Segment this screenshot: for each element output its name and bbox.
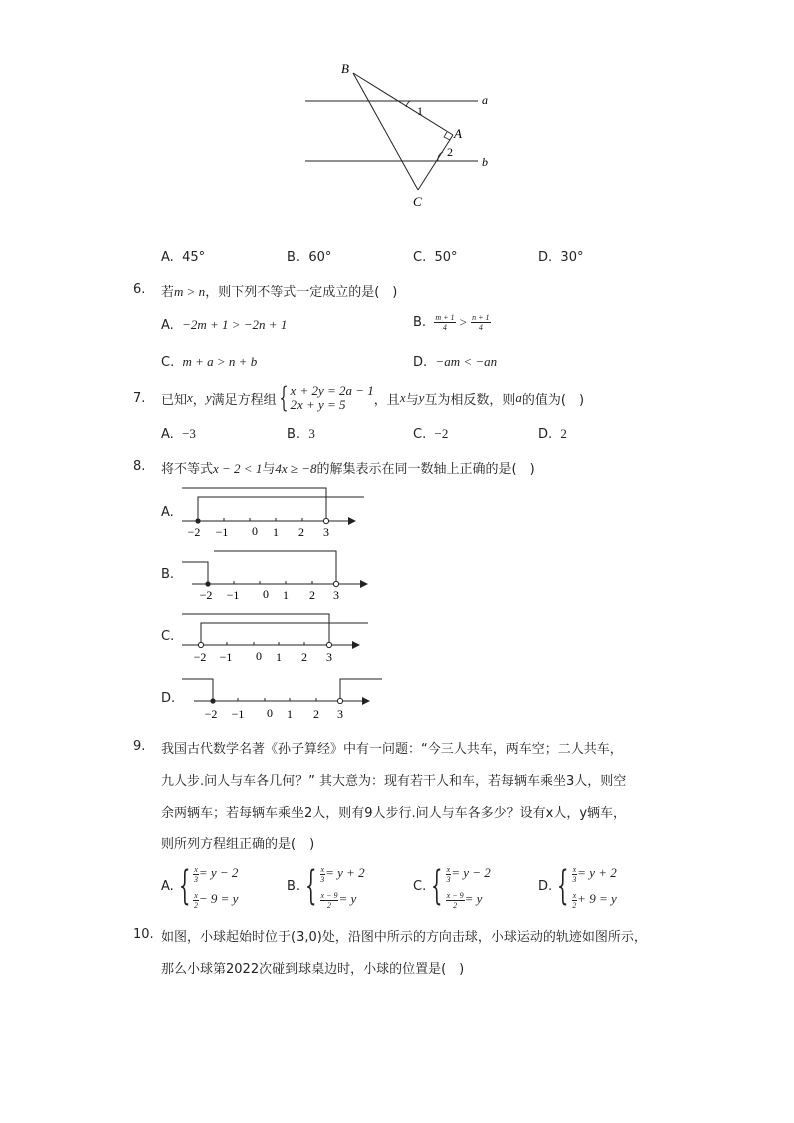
q10-stem-line-1: 如图，小球起始时位于(3,0)处，沿图中所示的方向击球，小球运动的轨迹如图所示， <box>161 930 647 945</box>
q8-option-b-letter[interactable]: B. <box>161 567 175 582</box>
option-letter: A. <box>161 318 174 333</box>
equation-1 <box>446 860 491 886</box>
option-letter: B. <box>287 427 301 442</box>
q9-stem-line-4: 则所列方程组正确的是( ) <box>161 837 315 852</box>
option-value: 45° <box>182 250 206 265</box>
option-letter: D. <box>538 427 553 442</box>
equation-rest: = y − 2 <box>451 865 491 880</box>
fraction-numerator: m + 1 <box>435 313 455 322</box>
greater-than-sign: > <box>459 314 467 330</box>
option-letter: C. <box>413 427 427 442</box>
option-letter: B. <box>413 315 427 330</box>
tick-label: −1 <box>226 588 240 602</box>
option-letter: A. <box>161 250 174 265</box>
math-condition: m > n <box>174 284 206 299</box>
option-letter: C. <box>161 355 175 370</box>
q6-option-a[interactable] <box>161 317 287 333</box>
stem-text: 满足方程组 <box>211 392 277 408</box>
tick-label: 0 <box>256 649 262 663</box>
fraction-denominator: 2 <box>453 900 458 910</box>
q9-option-a[interactable] <box>161 858 238 914</box>
tick-label: 3 <box>333 588 339 602</box>
option-value: −3 <box>182 426 196 441</box>
option-letter: C. <box>413 878 427 894</box>
fraction-denominator: 3 <box>194 874 199 884</box>
label-A: A <box>454 126 462 141</box>
left-brace: { <box>557 863 569 909</box>
math-var: x <box>187 390 193 405</box>
option-letter: D. <box>538 250 553 265</box>
equation-2 <box>446 886 491 912</box>
tick-label: −2 <box>204 707 218 721</box>
number-line-option-d[interactable] <box>178 672 388 732</box>
option-math: m + a > n + b <box>182 354 258 369</box>
number-line-option-b[interactable] <box>178 546 378 606</box>
equation-rest: − 9 = y <box>198 891 239 906</box>
tick-label: 2 <box>313 707 319 721</box>
inequality-1: x − 2 < 1 <box>213 461 263 476</box>
question-number: 7. <box>133 391 146 406</box>
q5-option-d[interactable] <box>538 250 583 265</box>
fraction-numerator: x <box>320 864 325 874</box>
equation-2 <box>572 886 617 912</box>
option-letter: A. <box>161 878 174 894</box>
stem-text: 已知 <box>161 392 188 408</box>
fraction-numerator: x <box>572 890 577 900</box>
equation-2 <box>320 886 365 912</box>
stem-text: ，且 <box>373 392 400 408</box>
q8-stem <box>161 458 535 477</box>
q7-option-c[interactable] <box>413 426 448 442</box>
fraction-denominator: 4 <box>478 323 483 332</box>
equation-rest: = y − 2 <box>198 865 239 880</box>
q5-option-c[interactable] <box>413 250 458 265</box>
q9-option-d[interactable] <box>538 858 617 914</box>
tick-label: 1 <box>273 525 279 539</box>
fraction-denominator: 2 <box>194 900 199 910</box>
option-math: −am < −an <box>435 354 498 369</box>
fraction-left <box>434 313 455 332</box>
math-var: y <box>205 390 212 405</box>
left-brace: { <box>279 381 288 414</box>
q7-option-d[interactable] <box>538 426 567 442</box>
right-angle-mark <box>444 132 450 140</box>
equation-system <box>320 860 365 912</box>
q7-option-a[interactable] <box>161 426 196 442</box>
parallel-lines-triangle-figure <box>290 55 510 215</box>
option-value: 3 <box>308 426 315 441</box>
stem-text: 的值为( ) <box>521 392 585 408</box>
fraction <box>320 891 339 910</box>
fraction-right <box>471 313 490 332</box>
tick-label: 3 <box>326 650 332 664</box>
q9-stem-line-3: 余两辆车；若每辆车乘坐2人，则有9人步行.问人与车各多少？设有x人，y辆车， <box>161 806 627 821</box>
number-line-option-a[interactable] <box>178 482 368 542</box>
q9-option-b[interactable] <box>287 858 365 914</box>
equation-1: x + 2y = 2a − 1 <box>290 383 374 398</box>
tick-label: 2 <box>301 650 307 664</box>
q6-option-c[interactable] <box>161 354 257 370</box>
q8-option-c-letter[interactable]: C. <box>161 629 175 644</box>
tick-label: 3 <box>337 707 343 721</box>
tick-label: −2 <box>193 650 207 664</box>
fraction-denominator: 3 <box>572 874 577 884</box>
q8-option-a-letter[interactable]: A. <box>161 505 174 520</box>
stem-text: ， <box>192 392 206 408</box>
inequality-2: 4x ≥ −8 <box>275 461 317 476</box>
equation-rest: = y + 2 <box>577 865 617 880</box>
segment-BC <box>353 73 418 190</box>
left-brace: { <box>178 863 191 909</box>
fraction-numerator: x − 9 <box>320 890 338 900</box>
equation-rest: + 9 = y <box>577 891 617 906</box>
option-letter: A. <box>161 427 174 442</box>
fraction-numerator: n + 1 <box>472 313 490 322</box>
option-value: 2 <box>560 426 567 441</box>
equation-1 <box>193 860 238 886</box>
equation-2: 2x + y = 5 <box>290 397 346 412</box>
option-letter: D. <box>413 355 428 370</box>
math-var: a <box>515 390 522 405</box>
left-brace: { <box>305 863 317 909</box>
stem-text: 与 <box>262 462 276 477</box>
option-math: −2m + 1 > −2n + 1 <box>182 317 288 332</box>
option-value: 30° <box>560 250 584 265</box>
q6-stem <box>161 281 397 300</box>
q9-option-c[interactable] <box>413 858 491 914</box>
tick-label: −1 <box>215 525 229 539</box>
tick-label: −2 <box>187 525 201 539</box>
tick-label: 1 <box>283 588 289 602</box>
equation-rest: = y <box>464 891 483 906</box>
option-letter: C. <box>413 250 427 265</box>
label-line-a: a <box>482 93 488 107</box>
tick-label: 2 <box>298 525 304 539</box>
math-var: y <box>418 390 425 405</box>
option-letter: B. <box>287 250 301 265</box>
q6-option-d[interactable] <box>413 354 497 370</box>
left-brace: { <box>431 863 443 909</box>
label-line-b: b <box>482 155 488 169</box>
math-var: x <box>399 390 406 405</box>
angle-2-arc <box>438 152 443 161</box>
question-number: 10. <box>133 927 154 942</box>
tick-label: −1 <box>219 650 233 664</box>
fraction-denominator: 2 <box>572 900 577 910</box>
equation-1 <box>572 860 617 886</box>
q6-option-b[interactable] <box>413 313 491 332</box>
q10-stem-line-2: 那么小球第2022次碰到球桌边时，小球的位置是( ) <box>161 962 465 977</box>
q7-option-b[interactable] <box>287 426 315 442</box>
fraction-numerator: x − 9 <box>446 890 464 900</box>
question-number: 6. <box>133 282 146 297</box>
tick-label: 0 <box>267 706 273 720</box>
equation-rest: = y <box>338 891 357 906</box>
option-value: 60° <box>308 250 332 265</box>
label-B: B <box>341 61 349 76</box>
stem-text: 互为相反数，则 <box>424 392 516 408</box>
tick-label: 3 <box>323 525 329 539</box>
q9-stem-line-1: 我国古代数学名著《孙子算经》中有一问题：“今三人共车，两车空；二人共车， <box>161 742 623 757</box>
stem-text: 将不等式 <box>161 462 214 477</box>
tick-label: 0 <box>263 587 269 601</box>
fraction-numerator: x <box>446 864 451 874</box>
question-number: 8. <box>133 459 146 474</box>
equation-2 <box>193 886 238 912</box>
segment-BA <box>353 73 453 135</box>
fraction-numerator: x <box>572 864 577 874</box>
stem-text: 若 <box>161 285 175 300</box>
segment-AC <box>418 135 453 190</box>
equation-1 <box>320 860 365 886</box>
option-value: −2 <box>434 426 449 441</box>
label-C: C <box>413 194 422 209</box>
equation-system <box>193 860 238 912</box>
tick-label: −1 <box>231 707 245 721</box>
equation-system <box>290 384 373 412</box>
q8-option-d-letter[interactable]: D. <box>161 691 176 706</box>
option-value: 50° <box>434 250 458 265</box>
equation-rest: = y + 2 <box>325 865 365 880</box>
fraction <box>446 891 465 910</box>
question-number: 9. <box>133 739 146 754</box>
q5-option-a[interactable] <box>161 250 205 265</box>
option-letter: B. <box>287 878 301 894</box>
equation-system <box>572 860 617 912</box>
tick-label: 1 <box>276 650 282 664</box>
fraction-denominator: 3 <box>446 874 451 884</box>
number-line-option-c[interactable] <box>178 608 373 668</box>
q5-option-b[interactable] <box>287 250 331 265</box>
fraction-denominator: 3 <box>320 874 325 884</box>
tick-label: 1 <box>287 707 293 721</box>
fraction-numerator: x <box>194 890 198 900</box>
label-angle-1: 1 <box>417 104 423 118</box>
tick-label: −2 <box>199 588 213 602</box>
option-letter: D. <box>538 878 553 894</box>
fraction-denominator: 2 <box>326 900 331 910</box>
q9-stem-line-2: 九人步.问人与车各几何？” 其大意为：现有若干人和车，若每辆车乘坐3人，则空 <box>161 774 627 789</box>
stem-text: 与 <box>405 392 419 408</box>
equation-system <box>446 860 491 912</box>
stem-text: ，则下列不等式一定成立的是( ) <box>205 285 398 300</box>
fraction-denominator: 4 <box>442 323 447 332</box>
label-angle-2: 2 <box>447 145 453 159</box>
tick-label: 2 <box>309 588 315 602</box>
fraction-numerator: x <box>194 864 198 874</box>
q7-stem <box>161 383 584 413</box>
stem-text: 的解集表示在同一数轴上正确的是( ) <box>316 462 535 477</box>
angle-1-arc <box>406 101 410 107</box>
tick-label: 0 <box>252 524 258 538</box>
